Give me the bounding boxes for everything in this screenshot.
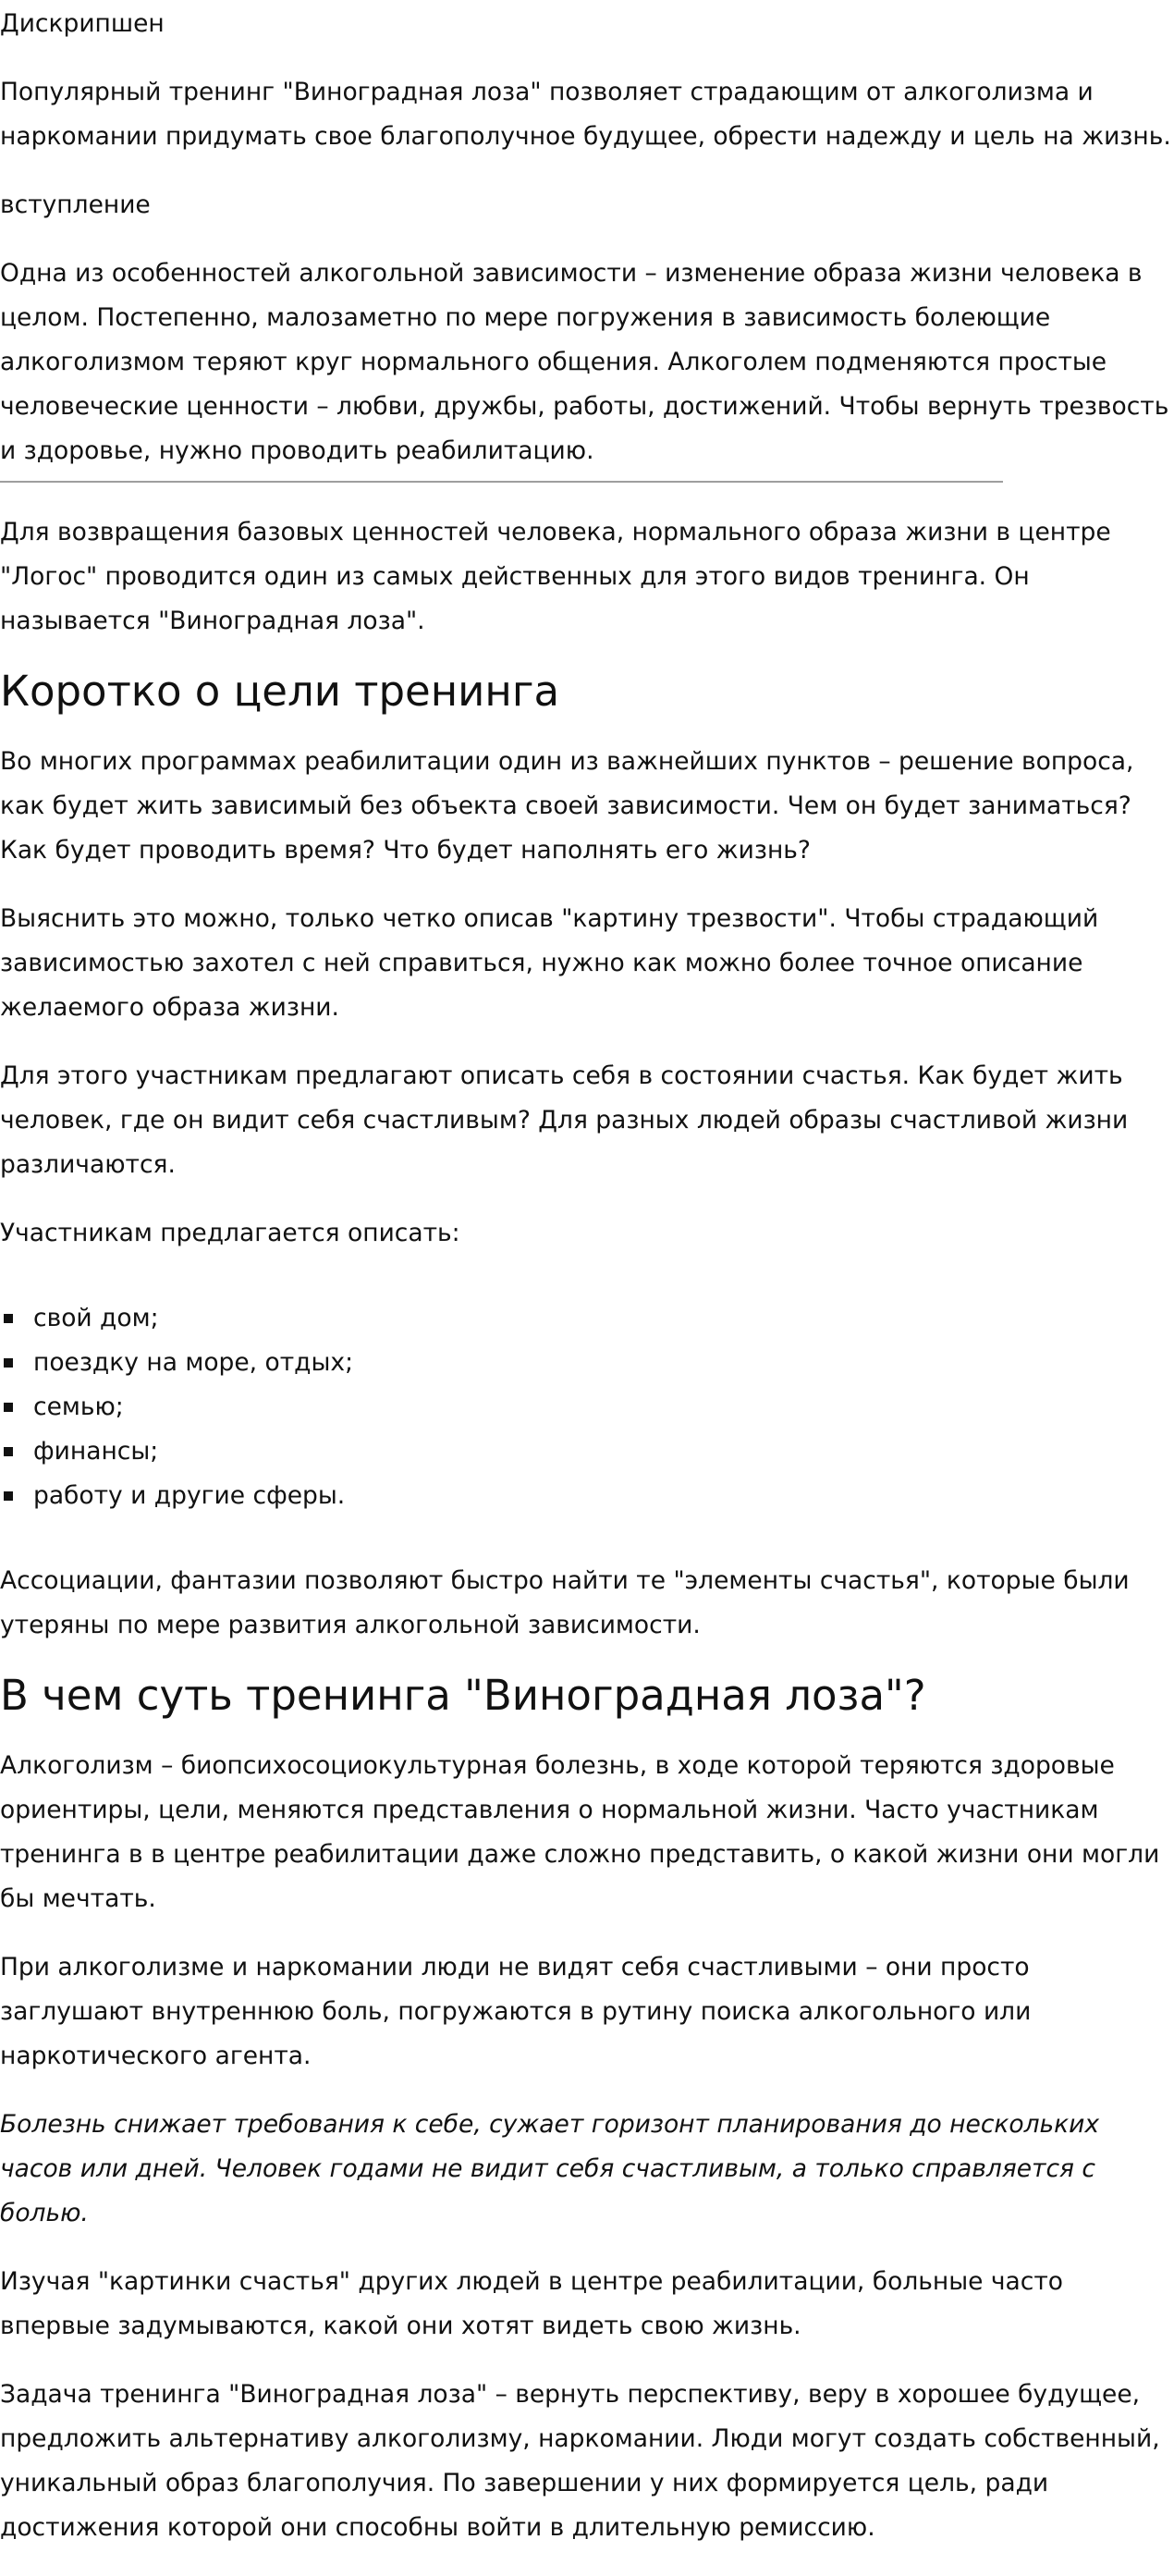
essence-paragraph-italic [0,2103,1174,2236]
list-item [0,1474,1174,1518]
list-item [0,1385,1174,1429]
list-item [0,1296,1174,1341]
bullet-icon [4,1447,13,1456]
italic-quote: Болезнь снижает требования к себе, сужает горизонт планирования до нескольких часов или дней. Человек годами не видит себя счастливым, а только справляется с болью. [0,2110,1100,2227]
describe-list [0,1296,1174,1518]
list-item-text: финансы; [33,1437,159,1466]
section-heading-essence: В чем суть тренинга "Виноградная лоза"? [0,1671,926,1720]
essence-paragraph-5: Задача тренинга "Виноградная лоза" – вернуть перспективу, веру в хорошее будущее, предложить альтернативу алкоголизму, наркомании. Люди могут создать собственный, уникальный образ благополучия. По завершении у них формируется цель, ради достижения которой они способны войти в длительную ремиссию. [0,2380,1160,2542]
bullet-icon [4,1358,13,1368]
list-item-text: работу и другие сферы. [33,1481,346,1510]
list-item [0,1429,1174,1474]
divider [0,481,1003,483]
bullet-icon [4,1314,13,1323]
description-text: Популярный тренинг "Виноградная лоза" позволяет страдающим от алкоголизма и наркомании придумать свое благополучное будущее, обрести надежду и цель на жизнь. [0,78,1171,151]
intro-text: Одна из особенностей алкогольной зависимости – изменение образа жизни человека в целом. Постепенно, малозаметно по мере погружения в зависимость болеющие алкоголизмом теряют круг нормального общения. Алкоголем подменяются простые человеческие ценности – любви, дружбы, работы, достижений. Чтобы вернуть трезвость и здоровье, нужно проводить реабилитацию. [0,259,1169,465]
goal-paragraph-3: Для этого участникам предлагают описать себя в состоянии счастья. Как будет жить человек, где он видит себя счастливым? Для разных людей образы счастливой жизни различаются. [0,1061,1129,1179]
goal-paragraph-4: Ассоциации, фантазии позволяют быстро найти те "элементы счастья", которые были утеряны по мере развития алкогольной зависимости. [0,1566,1130,1639]
description-label: Дискрипшен [0,9,165,38]
list-item-text: поездку на море, отдых; [33,1348,354,1377]
list-item-text: семью; [33,1392,124,1421]
goal-paragraph-2: Выяснить это можно, только четко описав "картину трезвости". Чтобы страдающий зависимостью захотел с ней справиться, нужно как можно более точное описание желаемого образа жизни. [0,904,1099,1022]
bullet-icon [4,1403,13,1412]
list-item [0,1341,1174,1385]
goal-paragraph-1: Во многих программах реабилитации один из важнейших пунктов – решение вопроса, как будет жить зависимый без объекта своей зависимости. Чем он будет заниматься? Как будет проводить время? Что будет наполнять его жизнь? [0,747,1134,865]
essence-paragraph-1: Алкоголизм – биопсихосоциокультурная болезнь, в ходе которой теряются здоровые ориентиры, цели, меняются представления о нормальной жизни. Часто участникам тренинга в в центре реабилитации даже сложно представить, о какой жизни они могли бы мечтать. [0,1751,1160,1913]
after-divider-text: Для возвращения базовых ценностей человека, нормального образа жизни в центре "Логос" проводится один из самых действенных для этого видов тренинга. Он называется "Виноградная лоза". [0,518,1111,635]
article [0,2,1174,2550]
section-heading-goal: Коротко о цели тренинга [0,667,560,716]
essence-paragraph-4: Изучая "картинки счастья" других людей в центре реабилитации, больные часто впервые задумываются, какой они хотят видеть свою жизнь. [0,2267,1063,2340]
list-intro: Участникам предлагается описать: [0,1219,460,1247]
intro-label: вступление [0,190,151,219]
bullet-icon [4,1491,13,1501]
essence-paragraph-2: При алкоголизме и наркомании люди не видят себя счастливыми – они просто заглушают внутреннюю боль, погружаются в рутину поиска алкогольного или наркотического агента. [0,1953,1032,2070]
list-item-text: свой дом; [33,1304,159,1332]
